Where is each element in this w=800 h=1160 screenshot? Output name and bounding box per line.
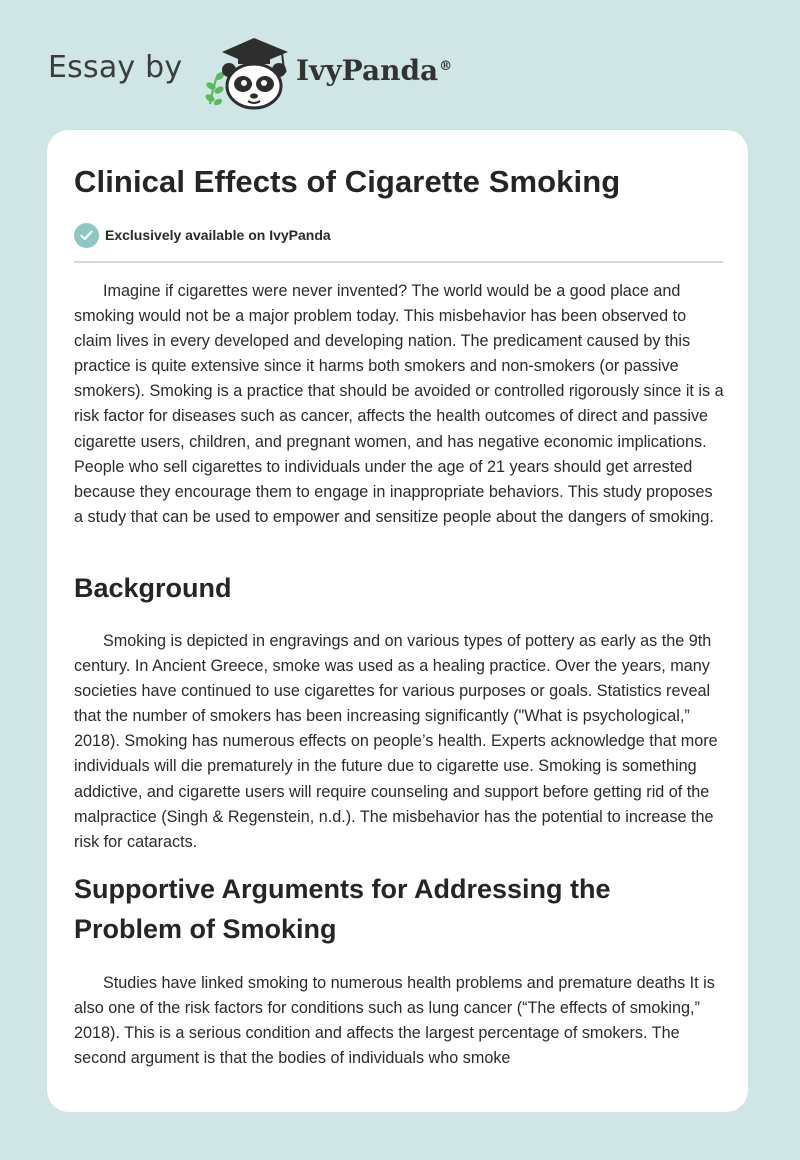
panda-graduation-cap-icon	[202, 34, 294, 110]
brand-header[interactable]	[48, 34, 468, 114]
background-heading: Background	[74, 573, 232, 603]
supportive-paragraph: Studies have linked smoking to numerous health problems and premature deaths It is also one of the risk factors for conditions such as lung cancer (“The effects of smoking,” 2018). This is a serious condition and affects the largest percentage of smokers. The second argument is that the bodies of individuals who smoke	[74, 974, 715, 1068]
supportive-heading: Supportive Arguments for Addressing the Problem of Smoking	[74, 874, 611, 944]
intro-section	[74, 279, 726, 530]
divider	[74, 261, 723, 263]
background-section	[74, 629, 726, 855]
check-circle-icon	[74, 223, 99, 248]
exclusive-badge	[74, 222, 331, 248]
exclusive-label: Exclusively available on IvyPanda	[105, 227, 331, 243]
registered-mark: ®	[439, 58, 453, 74]
supportive-section	[74, 971, 726, 1071]
intro-paragraph: Imagine if cigarettes were never invented? The world would be a good place and smoking would not be a major problem today. This misbehavior has been observed to claim lives in every developed and developing nation. The predicament caused by this practice is quite extensive since it harms both smokers and non-smokers (or passive smokers). Smoking is a practice that should be avoided or controlled rigorously since it is a risk factor for diseases such as cancer, affects the health outcomes of direct and passive cigarette users, children, and pregnant women, and has negative economic implications. People who sell cigarettes to individuals under the age of 21 years should get arrested because they encourage them to engage in inappropriate behaviors. This study proposes a study that can be used to empower and sensitize people about the dangers of smoking.	[74, 282, 724, 526]
page-title: Clinical Effects of Cigarette Smoking	[74, 164, 621, 199]
brand-name: IvyPanda®	[296, 54, 453, 87]
brand-prefix: Essay by	[48, 50, 183, 85]
background-paragraph: Smoking is depicted in engravings and on various types of pottery as early as the 9th century. In Ancient Greece, smoke was used as a healing practice. Over the years, many societies have continued to use cigarettes for various purposes or goals. Statistics reveal that the number of smokers has been increasing significantly ("What is psychological,” 2018). Smoking has numerous effects on people’s health. Experts acknowledge that more individuals will die prematurely in the future due to cigarette use. Smoking is something addictive, and cigarette users will require counseling and support before getting rid of the malpractice (Singh & Regenstein, n.d.). The misbehavior has the potential to increase the risk for cataracts.	[74, 632, 718, 851]
essay-card	[47, 130, 748, 1112]
